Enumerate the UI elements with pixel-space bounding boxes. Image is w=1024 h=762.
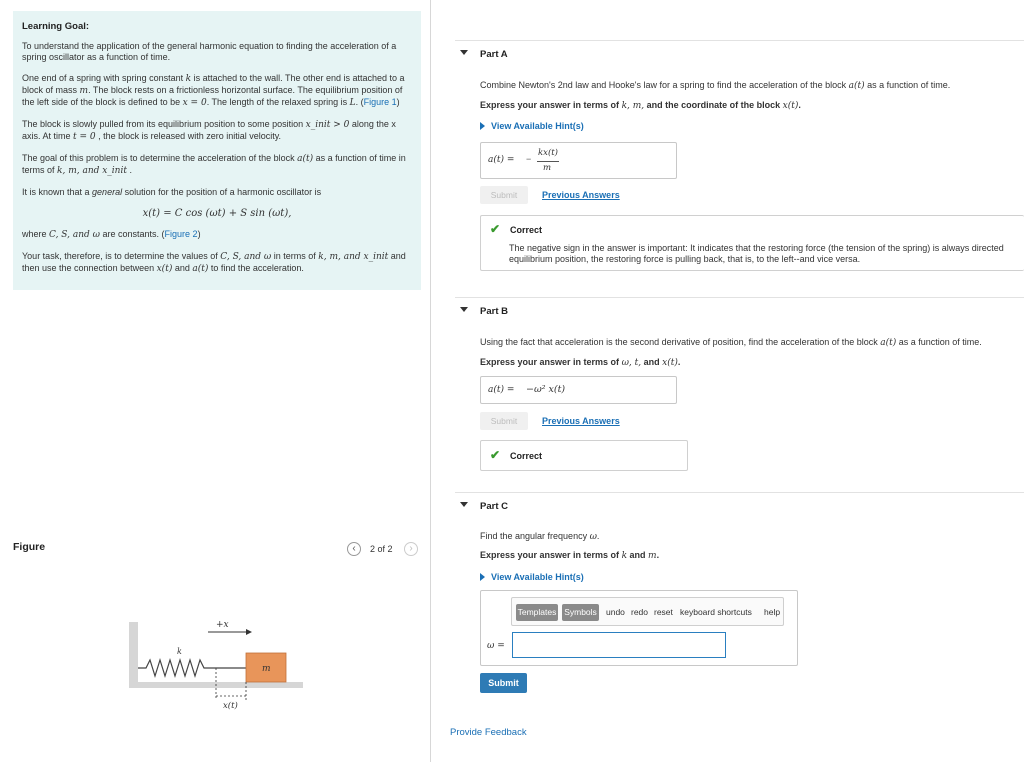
checkmark-icon: ✔ (490, 222, 501, 236)
caret-down-icon (460, 50, 468, 55)
part-a-title: Part A (480, 49, 508, 60)
part-b-correct-feedback: ✔ Correct (480, 440, 688, 471)
pane-divider (430, 0, 431, 762)
goal-paragraph-objective: The goal of this problem is to determine the acceleration of the block a(t) as a function of time in terms of k, m, and x_init . (22, 153, 406, 176)
part-b-answer-box: a(t) = −ω² x(t) (480, 376, 677, 404)
part-a-correct-feedback: ✔ Correct (480, 215, 1024, 271)
part-b-title: Part B (480, 306, 508, 317)
templates-button[interactable]: Templates (516, 604, 558, 621)
provide-feedback-link[interactable]: Provide Feedback (450, 727, 527, 738)
general-solution-equation: x(t) = C cos (ωt) + S sin (ωt), (142, 208, 292, 219)
part-a-feedback-text: The negative sign in the answer is important: It indicates that the restoring force (the tension of the spring) is always directed equilibrium position, the restoring force is pulling back, that is, to the left--and vice versa. (509, 243, 1004, 264)
part-b-submit-button[interactable]: Submit (480, 412, 528, 430)
reset-button[interactable]: reset (654, 607, 673, 617)
part-b-header[interactable] (455, 297, 1024, 327)
caret-right-icon (480, 573, 485, 581)
part-a-instruction: Express your answer in terms of k, m, and the coordinate of the block x(t). (480, 100, 801, 111)
part-b-instruction: Express your answer in terms of ω, t, and x(t). (480, 357, 681, 368)
figure-1-link[interactable]: Figure 1 (363, 97, 397, 107)
part-b-answer-value: −ω² x(t) (526, 384, 566, 395)
chevron-left-icon[interactable]: ‹ (347, 542, 361, 556)
plus-x-label: +x (216, 620, 229, 630)
caret-right-icon (480, 122, 485, 130)
keyboard-shortcuts-link[interactable]: keyboard shortcuts (680, 607, 752, 617)
goal-paragraph-general: It is known that a general solution for the position of a harmonic oscillator is (22, 187, 322, 197)
part-c-header[interactable] (455, 492, 1024, 522)
part-c-title: Part C (480, 501, 508, 512)
chevron-right-icon[interactable]: › (404, 542, 418, 556)
figure-pager-count: 2 of 2 (370, 544, 393, 554)
block-mass-label: m (262, 664, 271, 674)
part-a-prompt: Combine Newton's 2nd law and Hooke's law for a spring to find the acceleration of the block a(t) as a function of time. (480, 80, 951, 91)
displacement-label: x(t) (223, 701, 238, 711)
answer-numerator: kx(t) (538, 148, 558, 158)
part-a-previous-answers-link[interactable]: Previous Answers (542, 190, 620, 200)
learning-goal-panel (13, 11, 421, 290)
goal-paragraph-task: Your task, therefore, is to determine the values of C, S, and ω in terms of k, m, and x_init and then use the connection between x(t) and a(t) to find the acceleration. (22, 251, 406, 274)
part-a-answer-box: a(t) = − kx(t) m (480, 142, 677, 179)
part-c-prompt: Find the angular frequency ω. (480, 531, 600, 542)
part-b-previous-answers-link[interactable]: Previous Answers (542, 416, 620, 426)
goal-paragraph-release: The block is slowly pulled from its equilibrium position to some position x_init > 0 along the x axis. At time t = 0 , the block is released with zero initial velocity. (22, 119, 396, 142)
part-a-submit-button[interactable]: Submit (480, 186, 528, 204)
undo-button[interactable]: undo (606, 607, 625, 617)
goal-intro: To understand the application of the general harmonic equation to finding the acceleration of a spring oscillator as a function of time. (22, 41, 397, 62)
checkmark-icon: ✔ (490, 448, 501, 462)
part-a-header[interactable] (455, 40, 1024, 70)
redo-button[interactable]: redo (631, 607, 649, 617)
spring (138, 660, 246, 676)
wall (129, 622, 138, 688)
math-editor-toolbar (511, 597, 784, 626)
part-c-instruction: Express your answer in terms of k and m. (480, 550, 660, 561)
part-b-prompt: Using the fact that acceleration is the second derivative of position, find the acceleration of the block a(t) as a function of time. (480, 337, 982, 348)
part-a-hint-link[interactable]: View Available Hint(s) (480, 121, 584, 131)
part-c-hint-link[interactable]: View Available Hint(s) (480, 572, 584, 582)
caret-down-icon (460, 502, 468, 507)
symbols-button[interactable]: Symbols (562, 604, 599, 621)
figure-heading: Figure (13, 541, 46, 553)
omega-label: ω = (487, 641, 505, 651)
omega-answer-input[interactable] (512, 632, 726, 658)
help-link[interactable]: help (764, 607, 781, 617)
plus-x-arrowhead (246, 629, 252, 635)
figure-2-link[interactable]: Figure 2 (164, 229, 198, 239)
answer-denominator: m (543, 163, 552, 173)
goal-paragraph-constants: where C, S, and ω are constants. (Figure 2) (22, 229, 201, 240)
spring-constant-label: k (177, 647, 182, 656)
caret-down-icon (460, 307, 468, 312)
goal-paragraph-spring: One end of a spring with spring constant k is attached to the wall. The other end is attached to a block of mass m. The block rests on a frictionless horizontal surface. The equilibrium position of the left side of the block is defined to be x = 0. The length of the relaxed spring is L. (Figure 1) (22, 73, 405, 108)
spring-block-figure (128, 612, 308, 712)
learning-goal-title: Learning Goal: (22, 21, 90, 32)
part-c-submit-button[interactable]: Submit (480, 673, 527, 693)
